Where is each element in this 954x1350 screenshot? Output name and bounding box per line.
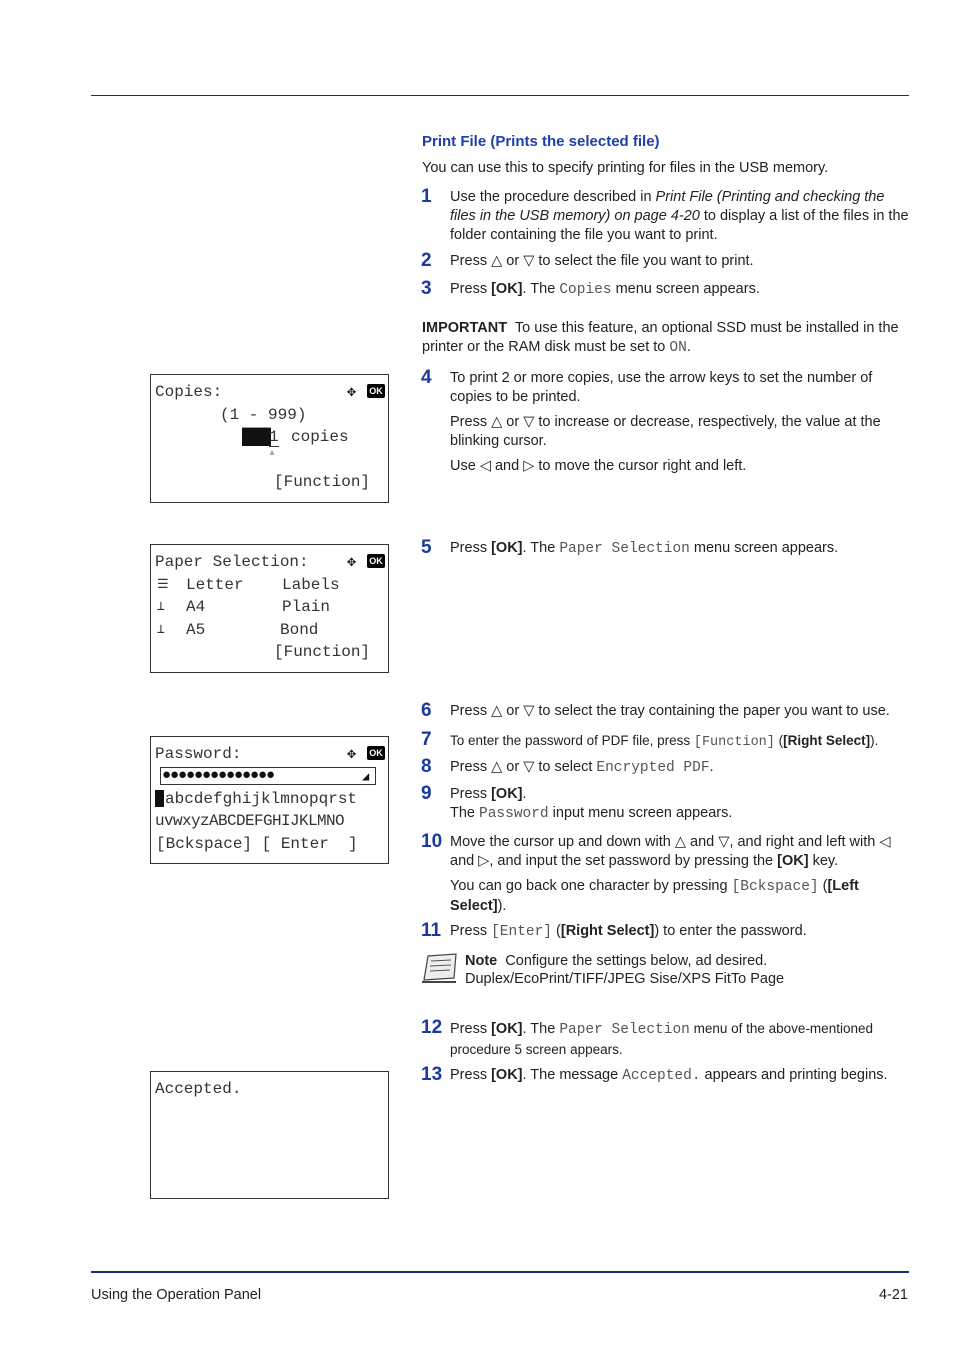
- step-number: 3: [421, 278, 432, 299]
- step-text: Press: [450, 253, 492, 269]
- screen-title: Paper Selection:: [155, 553, 309, 571]
- screen-name: Password: [479, 806, 549, 822]
- copies-value: 1: [269, 428, 279, 446]
- step-12-text: [450, 1019, 910, 1060]
- step-5-text: [450, 539, 910, 559]
- top-rule: [91, 95, 909, 96]
- important-text: .: [686, 339, 691, 355]
- note-label: Note: [465, 953, 498, 969]
- key-label: [OK]: [491, 1021, 523, 1037]
- step-text: .: [522, 786, 527, 802]
- note-block: [465, 952, 905, 988]
- softkey-labels: [Bckspace] [ Enter ]: [156, 835, 358, 853]
- note-text: Duplex/EcoPrint/TIFF/JPEG Sise/XPS FitTo Page: [465, 971, 785, 987]
- step-text: Press: [450, 786, 492, 802]
- step-text: menu screen appears.: [689, 540, 839, 556]
- page-number: 4-21: [878, 1287, 908, 1303]
- step-text: To print 2 or more copies, use the arrow keys to set the number of copies to be printed.: [450, 370, 873, 405]
- step-number: 2: [421, 250, 432, 271]
- step-text: menu screen appears.: [611, 281, 760, 297]
- key-label: [OK]: [491, 1067, 523, 1083]
- paper-size: A4: [186, 598, 206, 616]
- key-label: [OK]: [777, 853, 809, 869]
- step-text: To enter the password of PDF file, press: [450, 733, 694, 748]
- step-text: . The: [522, 281, 560, 297]
- accepted-screen: [150, 1071, 389, 1199]
- step-text: Press: [450, 540, 492, 556]
- key-label: [Function]: [693, 735, 775, 750]
- step-text: or: [502, 253, 524, 269]
- step-number: 9: [421, 783, 432, 804]
- important-note: [422, 319, 910, 358]
- step-text: Press △ or ▽ to select: [450, 759, 597, 775]
- arrow-keys-icon: ✥: [347, 554, 357, 571]
- step-text: You can go back one character by pressing: [450, 878, 732, 894]
- cursor-caret-icon: ▵: [269, 448, 276, 459]
- step-text: Press: [450, 1021, 492, 1037]
- function-key-label: [Function]: [274, 473, 371, 491]
- step-2-text: [450, 252, 910, 271]
- menu-option: Encrypted PDF: [596, 760, 710, 776]
- step-text: ) to enter the password.: [654, 923, 807, 939]
- step-4-text: [450, 369, 910, 476]
- screen-name: Copies: [559, 282, 612, 298]
- char-row: uvwxyzABCDEFGHIJKLMNO: [155, 812, 345, 830]
- step-text: (: [774, 733, 784, 748]
- step-text: . The message: [522, 1067, 623, 1083]
- note-text: Configure the settings below, ad desired.: [505, 953, 768, 969]
- copies-unit: copies: [291, 428, 349, 446]
- ok-icon: OK: [367, 384, 385, 398]
- key-label: [OK]: [491, 540, 523, 556]
- step-11-text: [450, 922, 910, 942]
- step-number: 13: [421, 1064, 443, 1085]
- step-text: Use ◁ and ▷ to move the cursor right and left.: [450, 458, 747, 474]
- note-icon: [422, 952, 460, 984]
- paper-type: Bond: [280, 621, 319, 639]
- password-screen: [150, 736, 389, 864]
- function-key-label: [Function]: [274, 643, 371, 661]
- step-number: 11: [421, 920, 442, 941]
- step-text: . The: [522, 1021, 560, 1037]
- up-triangle-icon: △: [491, 253, 503, 269]
- step-text: input menu screen appears.: [548, 805, 733, 821]
- screen-name: Paper Selection: [559, 1022, 690, 1038]
- step-text: . The: [522, 540, 560, 556]
- step-3-text: [450, 280, 910, 300]
- char-row: abcdefghijklmnopqrst: [165, 790, 358, 808]
- step-6-text: Press △ or ▽ to select the tray containing the paper you want to use.: [450, 703, 890, 719]
- step-number: 4: [421, 367, 432, 388]
- footer-rule: [91, 1271, 909, 1273]
- key-label: [OK]: [491, 281, 523, 297]
- password-dots: ●●●●●●●●●●●●●●: [162, 767, 275, 784]
- tray-icon: ☰: [157, 577, 169, 592]
- screen-title: Password:: [155, 745, 242, 763]
- paper-selection-screen: [150, 544, 389, 673]
- key-label: [Right Select]: [783, 733, 871, 748]
- step-text: Press: [450, 281, 492, 297]
- key-label: [Enter]: [491, 924, 553, 940]
- key-label: [OK]: [491, 786, 523, 802]
- step-text: Press: [450, 923, 492, 939]
- cursor-block: [155, 790, 164, 807]
- cassette-2-icon: ⊥: [157, 622, 165, 637]
- step-number: 8: [421, 756, 432, 777]
- step-number: 10: [421, 831, 443, 852]
- step-number: 12: [421, 1017, 443, 1038]
- step-text: Use the procedure described in: [450, 189, 656, 205]
- key-label: [Bckspace]: [731, 879, 819, 895]
- paper-size: Letter: [186, 576, 244, 594]
- ok-icon: OK: [367, 554, 385, 568]
- step-text: Press △ or ▽ to increase or decrease, respectively, the value at the blinking cursor.: [450, 414, 881, 449]
- intro-text: You can use this to specify printing for files in the USB memory.: [422, 160, 829, 176]
- key-label: [Right Select]: [560, 923, 655, 939]
- arrow-keys-icon: ✥: [347, 746, 357, 763]
- screen-message: Accepted.: [155, 1080, 242, 1098]
- step-text: The: [450, 805, 480, 821]
- step-number: 7: [421, 729, 432, 750]
- screen-name: Paper Selection: [559, 541, 690, 557]
- paper-type: Plain: [282, 598, 331, 616]
- step-number: 6: [421, 700, 432, 721]
- step-1-text: [450, 188, 910, 245]
- step-text: ).: [497, 898, 507, 914]
- paper-type: Labels: [282, 576, 340, 594]
- step-9-text: [450, 785, 910, 824]
- step-text: menu of the above-mentioned procedure 5 screen appears.: [450, 1021, 873, 1057]
- step-text: (: [818, 878, 828, 894]
- step-13-text: [450, 1066, 910, 1086]
- arrow-keys-icon: ✥: [347, 384, 357, 401]
- cursor-block: ███: [242, 428, 271, 446]
- step-text: Press: [450, 1067, 492, 1083]
- step-10-text: [450, 833, 910, 916]
- ok-icon: OK: [367, 746, 385, 760]
- signal-icon: ◢: [362, 770, 370, 784]
- important-label: IMPORTANT: [422, 320, 508, 336]
- screen-title: Copies:: [155, 383, 223, 401]
- important-text: To use this feature, an optional SSD must be installed in the printer or the RAM disk must be set to: [422, 320, 899, 355]
- key-label: [Left Select]: [450, 878, 859, 914]
- step-7-text: [450, 731, 910, 752]
- step-text: key.: [808, 853, 839, 869]
- step-8-text: [450, 758, 910, 778]
- message-text: Accepted.: [622, 1068, 701, 1084]
- section-title: Print File (Prints the selected file): [422, 133, 660, 150]
- step-text: (: [552, 923, 561, 939]
- copies-range: (1 - 999): [220, 406, 307, 424]
- copies-screen: [150, 374, 389, 503]
- footer-section-title: Using the Operation Panel: [91, 1287, 262, 1303]
- step-text: to select the file you want to print.: [534, 253, 754, 269]
- cassette-1-icon: ⊥: [157, 599, 165, 614]
- step-text: ).: [870, 733, 879, 748]
- cross-reference: Print File (Printing and checking the files in the USB memory) on page 4-20: [450, 189, 885, 224]
- setting-value: ON: [669, 340, 687, 356]
- step-text: Move the cursor up and down with △ and ▽, and right and left with ◁ and ▷, and input the set password by pressing the: [450, 834, 891, 869]
- down-triangle-icon: ▽: [523, 253, 535, 269]
- step-text: .: [709, 759, 714, 775]
- step-text: to display a list of the files in the folder containing the file you want to print.: [450, 208, 909, 243]
- step-text: appears and printing begins.: [700, 1067, 888, 1083]
- paper-size: A5: [186, 621, 206, 639]
- step-number: 1: [421, 186, 432, 207]
- step-number: 5: [421, 537, 432, 558]
